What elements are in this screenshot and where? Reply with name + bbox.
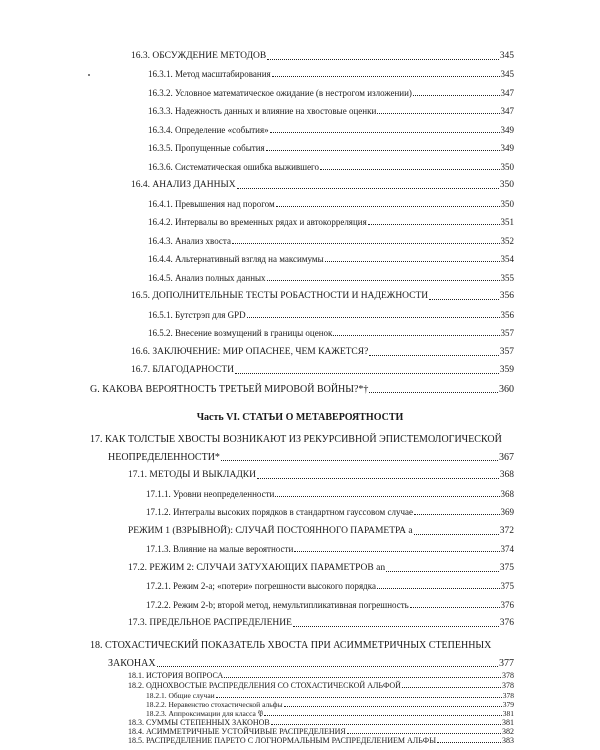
toc-entry[interactable]: БЛАГОДАРНОСТИ 395	[128, 748, 514, 749]
toc-entry[interactable]: 17.1.3. Влияние на малые вероятности 374	[146, 544, 514, 554]
toc-entry[interactable]: 16.5.1. Бутстрэп для GPD 356	[148, 310, 514, 320]
toc-entry[interactable]: 16.7. БЛАГОДАРНОСТИ 359	[131, 365, 514, 375]
toc-entry[interactable]: 18.6. РАСПРЕДЕЛЕНИЕ ПАРЕТО С ГАММА-РАСПРЕДЕЛЕНИЕМ АЛЬФЫ 384	[128, 744, 514, 745]
toc-entry[interactable]: 18.3. СУММЫ СТЕПЕННЫХ ЗАКОНОВ 381	[128, 718, 514, 727]
toc-entry[interactable]: 16.3. ОБСУЖДЕНИЕ МЕТОДОВ 345	[131, 51, 514, 61]
toc-entry[interactable]: 16.3.1. Метод масштабирования 345	[148, 69, 514, 79]
toc-entry[interactable]: 19.2. ОБРАТНАЯ МОЩНОСТЬ ТЕСТА 393	[128, 747, 514, 748]
toc-entry[interactable]: 18.2.3. Аппроксимации для класса 𝔓 381	[146, 709, 514, 718]
toc-entry[interactable]: 18.8. ДОПОЛНИТЕЛЬНЫЕ КОММЕНТАРИИ 386	[128, 745, 514, 746]
toc-entry[interactable]: 16.3.4. Определение «события» 349	[148, 125, 514, 135]
toc-entry[interactable]: 17.2. РЕЖИМ 2: СЛУЧАИ ЗАТУХАЮЩИХ ПАРАМЕТРОВ an 375	[128, 563, 514, 573]
toc-entry[interactable]: 19.1. ДОКАЗАТЕЛЬСТВА И ВЫВОД ФОРМУЛ 389	[128, 747, 514, 748]
toc-entry[interactable]: 16.4. АНАЛИЗ ДАННЫХ 350	[131, 180, 514, 190]
toc-entry[interactable]: 17.1.2. Интегралы высоких порядков в стандартном гауссовом случае 369	[146, 507, 514, 517]
toc-entry[interactable]: 18.2. ОДНОХВОСТЫЕ РАСПРЕДЕЛЕНИЯ СО СТОХАСТИЧЕСКОЙ АЛЬФОЙ 378	[128, 681, 514, 690]
chapter-18-title[interactable]: 18. СТОХАСТИЧЕСКИЙ ПОКАЗАТЕЛЬ ХВОСТА ПРИ АСИММЕТРИЧНЫХ СТЕПЕННЫХ	[90, 640, 492, 651]
toc-entry-appendix[interactable]: G. КАКОВА ВЕРОЯТНОСТЬ ТРЕТЬЕЙ МИРОВОЙ ВОЙНЫ?*† 360	[90, 384, 514, 395]
toc-entry[interactable]: РЕЖИМ 1 (ВЗРЫВНОЙ): СЛУЧАЙ ПОСТОЯННОГО ПАРАМЕТРА a 372	[128, 526, 514, 536]
chapter-19-entry[interactable]: 19. МЕТАРАСПРЕДЕЛЕНИЕ p-ЗНАЧЕНИЙ И p-ХАКИНГ 387	[90, 746, 514, 747]
toc-entry[interactable]: 16.6. ЗАКЛЮЧЕНИЕ: МИР ОПАСНЕЕ, ЧЕМ КАЖЕТСЯ? 357	[131, 347, 514, 357]
toc-entry[interactable]: 18.2.1. Общие случаи 378	[146, 691, 514, 700]
toc-entry[interactable]: 16.3.3. Надежность данных и влияние на хвостовые оценки 347	[148, 106, 514, 116]
toc-entry[interactable]: 18.4. АСИММЕТРИЧНЫЕ УСТОЙЧИВЫЕ РАСПРЕДЕЛЕНИЯ 382	[128, 727, 514, 736]
toc-entry[interactable]: 17.1.1. Уровни неопределенности 368	[146, 489, 514, 499]
toc-entry[interactable]: 16.3.2. Условное математическое ожидание (в нестрогом изложении) 347	[148, 88, 514, 98]
toc-entry[interactable]: 16.4.2. Интервалы во временных рядах и автокорреляция 351	[148, 217, 514, 227]
toc-entry[interactable]: 16.4.4. Альтернативный взгляд на максимумы 354	[148, 254, 514, 264]
toc-entry[interactable]: 18.2.2. Неравенство стохастической альфы 379	[146, 700, 514, 709]
toc-entry[interactable]: 18.9. БЛАГОДАРНОСТИ 386	[128, 746, 514, 747]
toc-entry[interactable]: 16.4.5. Анализ полных данных 355	[148, 273, 514, 283]
toc-entry[interactable]: 16.3.5. Пропущенные события 349	[148, 143, 514, 153]
chapter-18-entry[interactable]: ЗАКОНАХ 377	[108, 658, 514, 669]
toc-entry[interactable]: 16.4.3. Анализ хвоста 352	[148, 236, 514, 246]
toc-entry[interactable]: 17.2.2. Режим 2-b; второй метод, немультипликативная погрешность 376	[146, 600, 514, 610]
chapter-17-title[interactable]: 17. КАК ТОЛСТЫЕ ХВОСТЫ ВОЗНИКАЮТ ИЗ РЕКУРСИВНОЙ ЭПИСТЕМОЛОГИЧЕСКОЙ	[90, 434, 502, 445]
chapter-17-entry[interactable]: НЕОПРЕДЕЛЕННОСТИ* 367	[108, 452, 514, 463]
toc-entry[interactable]: 18.7. ОГРАНИЧЕННЫЙ СТЕПЕННОЙ ЗАКОН В РАБОТЕ ЧИРИЛЛО И ТАЛЕБА (2016) 385	[128, 745, 514, 746]
toc-entry[interactable]: 19.3. ПРИЛОЖЕНИЕ И ВЫВОДЫ 394	[128, 748, 514, 749]
toc-entry[interactable]: 16.3.6. Систематическая ошибка выжившего 350	[148, 162, 514, 172]
toc-entry[interactable]: 16.4.1. Превышения над порогом 350	[148, 199, 514, 209]
toc-entry[interactable]: 16.5.2. Внесение возмущений в границы оценок 357	[148, 328, 514, 338]
toc-entry[interactable]: 17.2.1. Режим 2-а; «потери» погрешности высокого порядка 375	[146, 581, 514, 591]
toc-entry[interactable]: 17.3. ПРЕДЕЛЬНОЕ РАСПРЕДЕЛЕНИЕ 376	[128, 618, 514, 628]
toc-entry[interactable]: 18.5. РАСПРЕДЕЛЕНИЕ ПАРЕТО С ЛОГНОРМАЛЬНЫМ РАСПРЕДЕЛЕНИЕМ АЛЬФЫ 383	[128, 736, 514, 745]
toc-entry[interactable]: 16.5. ДОПОЛНИТЕЛЬНЫЕ ТЕСТЫ РОБАСТНОСТИ И НАДЕЖНОСТИ 356	[131, 291, 514, 301]
toc-entry[interactable]: 18.1. ИСТОРИЯ ВОПРОСА 378	[128, 671, 514, 680]
toc-entry[interactable]: 17.1. МЕТОДЫ И ВЫКЛАДКИ 368	[128, 470, 514, 480]
scan-speck	[88, 74, 90, 76]
part-title: Часть VI. СТАТЬИ О МЕТАВЕРОЯТНОСТИ	[196, 412, 404, 423]
